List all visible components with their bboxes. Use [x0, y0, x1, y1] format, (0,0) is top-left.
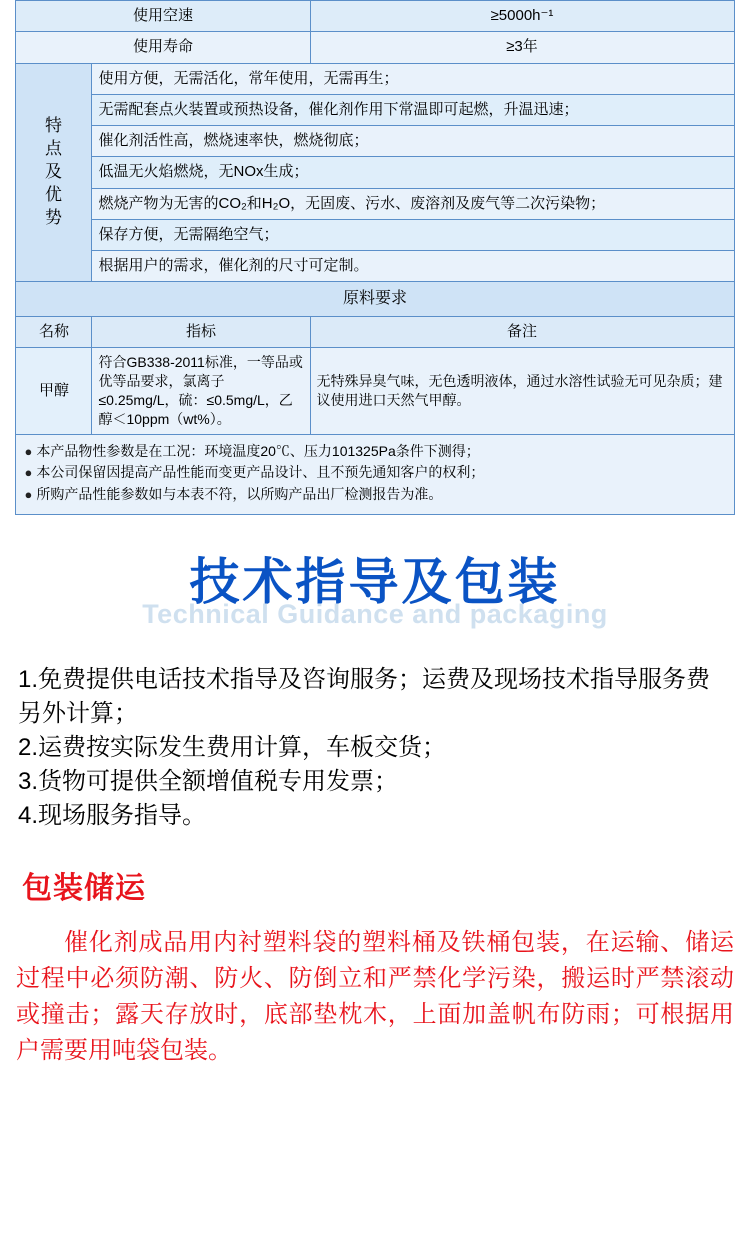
table-row [16, 157, 734, 188]
material-section-title: 原料要求 [16, 282, 734, 317]
tech-list-item: 1.免费提供电话技术指导及咨询服务；运费及现场技术指导服务费另外计算； [18, 665, 711, 727]
features-label-char: 势 [44, 207, 63, 227]
features-row-label [16, 63, 92, 282]
feature-item: 燃烧产物为无害的CO₂和H₂O，无固废、污水、废溶剂及废气等二次污染物； [92, 188, 734, 219]
material-header-name: 名称 [16, 316, 92, 347]
packaging-body: 催化剂成品用内衬塑料袋的塑料桶及铁桶包装，在运输、储运过程中必须防潮、防火、防倒立和严禁化学污染，搬运时严禁滚动或撞击；露天存放时，底部垫枕木，上面加盖帆布防雨；可根据用户需要用吨袋包装。 [16, 929, 734, 1065]
table-row [16, 126, 734, 157]
footnotes-row [16, 434, 734, 514]
table-row [16, 94, 734, 125]
table-row [16, 219, 734, 250]
tech-heading [0, 551, 750, 647]
packaging-heading: 包装储运 [22, 872, 146, 906]
material-header-row [16, 316, 734, 347]
spec-value-space-velocity: ≥5000h⁻¹ [310, 1, 734, 32]
tech-list-item: 4.现场服务指导。 [18, 802, 207, 830]
spec-label-space-velocity: 使用空速 [16, 1, 310, 32]
features-label-char: 及 [44, 161, 63, 181]
footnote-text: 本公司保留因提高产品性能而变更产品设计、且不预先通知客户的权利； [36, 464, 485, 481]
material-index: 符合GB338-2011标准，一等品或优等品要求，氯离子≤0.25mg/L，硫：≤0.5mg/L，乙醇＜10ppm（wt%）。 [92, 348, 310, 435]
bullet-icon: ● [24, 487, 33, 503]
table-row [16, 251, 734, 282]
bullet-icon: ● [24, 465, 33, 481]
material-header-index: 指标 [92, 316, 310, 347]
footnote-text: 本产品物性参数是在工况：环境温度20℃、压力101325Pa条件下测得； [36, 442, 480, 459]
table-row [16, 348, 734, 435]
table-row [16, 188, 734, 219]
tech-heading-en: Technical Guidance and packaging [142, 598, 608, 629]
feature-item: 使用方便，无需活化，常年使用，无需再生； [92, 63, 734, 94]
features-label-char: 优 [44, 184, 63, 204]
spec-value-service-life: ≥3年 [310, 32, 734, 63]
footnote-line [24, 484, 725, 506]
footnote-line [24, 462, 725, 484]
features-label-char: 特 [44, 116, 63, 136]
material-header-note: 备注 [310, 316, 734, 347]
feature-item: 无需配套点火装置或预热设备，催化剂作用下常温即可起燃，升温迅速； [92, 94, 734, 125]
feature-item: 低温无火焰燃烧，无NOx生成； [92, 157, 734, 188]
material-section-title-row [16, 282, 734, 317]
feature-item: 催化剂活性高，燃烧速率快，燃烧彻底； [92, 126, 734, 157]
material-name: 甲醇 [16, 348, 92, 435]
table-row [16, 63, 734, 94]
tech-heading-cn: 技术指导及包装 [189, 553, 561, 610]
table-row [16, 32, 734, 63]
feature-item: 保存方便，无需隔绝空气； [92, 219, 734, 250]
features-label-char: 点 [44, 138, 63, 158]
feature-item: 根据用户的需求，催化剂的尺寸可定制。 [92, 251, 734, 282]
footnotes-cell [16, 434, 734, 514]
tech-list-item: 2.运费按实际发生费用计算，车板交货； [18, 733, 447, 761]
table-row [16, 1, 734, 32]
footnote-line [24, 441, 725, 463]
footnote-text: 所购产品性能参数如与本表不符，以所购产品出厂检测报告为准。 [36, 486, 443, 503]
specification-table [15, 0, 734, 515]
tech-list-item: 3.货物可提供全额增值税专用发票； [18, 767, 399, 795]
spec-label-service-life: 使用寿命 [16, 32, 310, 63]
bullet-icon: ● [24, 443, 33, 459]
material-note: 无特殊异臭气味，无色透明液体，通过水溶性试验无可见杂质；建议使用进口天然气甲醇。 [310, 348, 734, 435]
tech-list [18, 663, 732, 833]
